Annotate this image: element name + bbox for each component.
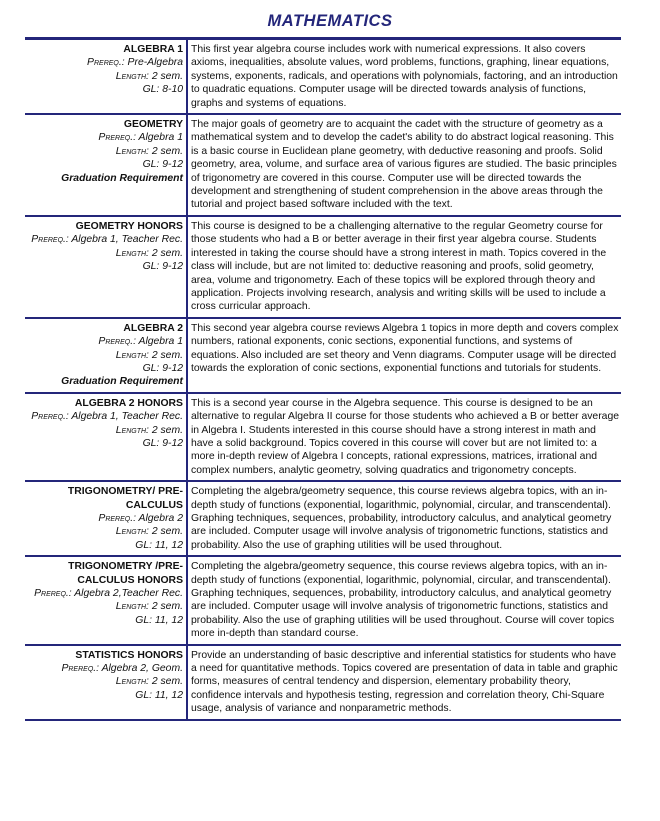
- prereq-label: Prereq.:: [61, 663, 100, 675]
- length-label: Length:: [115, 526, 149, 538]
- course-info: [25, 482, 188, 555]
- prereq-label: Prereq.:: [31, 234, 69, 246]
- graduation-requirement: Graduation Requirement: [61, 376, 183, 388]
- gl-label: GL:: [142, 261, 160, 273]
- course-description: This is a second year course in the Algebra sequence. This course is designed to be an alternative to regular Algebra II course for those students who achieved a B or better average in Algebra I. Students interested in this course should have a strong interest in math and have a solid background. Topics covered in this course will cover but are not limited to: a more in-depth review of Algebra I concepts, rational expressions, matrices, irrational and complex numbers, analytic geometry, solving quadratics and trigonometry concepts.: [191, 397, 619, 476]
- course-name: GEOMETRY: [123, 119, 183, 131]
- course-name: GEOMETRY HONORS: [75, 220, 183, 232]
- course-prereq: [25, 56, 183, 69]
- course-info: [25, 115, 188, 215]
- course-grade-level: [25, 689, 183, 702]
- course-name: ALGEBRA 1: [123, 44, 183, 55]
- course-grade-level: [25, 83, 183, 96]
- gl-label: GL:: [135, 689, 152, 701]
- course-description: This course is designed to be a challenging alternative to the regular Geometry course for those students who had a B or better average in their first year algebra course. Students interested in taking the course should have a strong interest in math. Topics covered in the class will include, but are not limited to: deductive reasoning and proofs, solid geometry, area, volume and trigonometry. Each of these topics will be explored through theory and application. Projects involving research, analysis and writing skills will be used to include a cross curricular approach.: [191, 220, 607, 313]
- gl-value: 11, 12: [154, 614, 183, 626]
- prereq-value: Pre-Algebra: [127, 57, 183, 69]
- course-name: ALGEBRA 2: [123, 322, 183, 334]
- course-grade-level: [25, 158, 183, 171]
- course-name: TRIGONOMETRY/ PRE-CALCULUS: [67, 486, 183, 511]
- course-info: [25, 40, 188, 113]
- course-table: [25, 37, 621, 721]
- course-description: The major goals of geometry are to acquaint the cadet with the structure of geometry as a mathematical system and to develop the cadet's ability to do abstract logical reasoning. This is a basic course in Euclidean plane geometry, with deductive reasoning and proofs. Solid geometry, area, volume, and surface area of various figures are studied. The basic principles of trigonometry are covered in this course. Computer use will be directed towards the development and strengthening of student comprehension in the above areas through the tutorial and project based software included with the text.: [191, 119, 617, 211]
- gl-label: GL:: [135, 614, 152, 626]
- prereq-value: Algebra 1: [138, 336, 183, 348]
- course-info: [25, 557, 188, 643]
- length-value: 2 sem.: [151, 526, 183, 538]
- gl-value: 11, 12: [154, 539, 183, 551]
- course-row: [25, 319, 621, 394]
- course-length: [25, 349, 183, 362]
- prereq-value: Algebra 1: [138, 132, 183, 144]
- course-prereq: [25, 131, 183, 144]
- length-label: Length:: [115, 247, 149, 259]
- course-length: [25, 600, 183, 613]
- gl-label: GL:: [142, 362, 160, 374]
- course-prereq: [25, 335, 183, 348]
- course-length: [25, 145, 183, 158]
- length-value: 2 sem.: [151, 601, 183, 613]
- gl-value: 9-12: [162, 159, 183, 171]
- course-info: [25, 646, 188, 719]
- prereq-value: Algebra 2: [138, 513, 183, 524]
- course-name: TRIGONOMETRY /PRE-CALCULUS HONORS: [68, 561, 183, 586]
- prereq-label: Prereq.:: [98, 513, 136, 524]
- gl-label: GL:: [142, 84, 160, 96]
- prereq-value: Algebra 1, Teacher Rec.: [71, 234, 183, 246]
- course-length: [25, 675, 183, 688]
- course-row: [25, 40, 621, 115]
- page-title: MATHEMATICS: [267, 12, 393, 30]
- gl-value: 8-10: [162, 84, 183, 96]
- course-length: [25, 70, 183, 83]
- length-label: Length:: [115, 145, 149, 157]
- length-label: Length:: [115, 349, 149, 361]
- prereq-label: Prereq.:: [87, 57, 125, 69]
- length-label: Length:: [115, 70, 149, 82]
- length-value: 2 sem.: [151, 424, 183, 436]
- course-row: [25, 646, 621, 721]
- gl-label: GL:: [135, 539, 152, 551]
- course-row: [25, 394, 621, 482]
- length-value: 2 sem.: [151, 145, 183, 157]
- prereq-label: Prereq.:: [34, 588, 72, 600]
- course-prereq: [25, 662, 183, 675]
- course-prereq: [25, 512, 183, 525]
- course-length: [25, 424, 183, 437]
- course-info: [25, 394, 188, 480]
- prereq-label: Prereq.:: [98, 336, 136, 348]
- course-name: STATISTICS HONORS: [75, 649, 183, 661]
- course-grade-level: [25, 260, 183, 273]
- course-prereq: [25, 233, 183, 246]
- course-row: [25, 482, 621, 557]
- course-info: [25, 217, 188, 317]
- course-description: This first year algebra course includes work with numerical expressions. It also covers axioms, inequalities, absolute values, word problems, functions, graphing, linear equations, systems, exponents, radicals, and operations with polynomials, factoring, and an introduction to quadratic equations. Computer usage will be directed towards analysis of functions, graphs and systems of equations.: [191, 44, 618, 109]
- course-row: [25, 217, 621, 319]
- length-label: Length:: [115, 601, 149, 613]
- course-grade-level: [25, 539, 183, 552]
- course-description: Provide an understanding of basic descriptive and inferential statistics for students who have a need for quantitative methods. Topics covered are presentation of data in table and graphic forms, measures of central tendency and dispersion, elementary probability theory, confidence intervals and hypothesis testing, regression and correlation theory, Chi-Square usage, analysis of variance and nonparametric methods.: [191, 649, 618, 715]
- prereq-label: Prereq.:: [31, 411, 69, 423]
- gl-label: GL:: [142, 159, 160, 171]
- length-label: Length:: [115, 424, 149, 436]
- course-grade-level: [25, 437, 183, 450]
- course-length: [25, 525, 183, 538]
- prereq-value: Algebra 1, Teacher Rec.: [71, 411, 183, 423]
- gl-label: GL:: [142, 437, 160, 449]
- course-description: This second year algebra course reviews Algebra 1 topics in more depth and covers complex numbers, rational exponents, conic sections, exponential functions, and systems of equations. Also included are set theory and Venn diagrams. Computer usage will be directed towards the exploration of conic sections, exponential functions and tutorials for students.: [191, 322, 619, 374]
- course-description: Completing the algebra/geometry sequence, this course reviews algebra topics, with an in-depth study of functions (exponential, logarithmic, polynomial, circular, and transcendental). Graphing techniques, sequences, probability, introductory calculus, and analytical geometry are included. Computer usage will involve analysis of trigonometric functions, statistics and probability. Also the use of graphing utilities will be used throughout.: [191, 486, 612, 551]
- gl-value: 9-12: [162, 261, 183, 273]
- gl-value: 11, 12: [154, 689, 183, 701]
- prereq-value: Algebra 2, Geom.: [101, 663, 183, 675]
- gl-value: 9-12: [162, 437, 183, 449]
- course-length: [25, 247, 183, 260]
- course-row: [25, 557, 621, 645]
- course-name: ALGEBRA 2 HONORS: [74, 397, 183, 409]
- length-value: 2 sem.: [151, 247, 183, 259]
- graduation-requirement: Graduation Requirement: [61, 172, 183, 184]
- length-value: 2 sem.: [151, 349, 183, 361]
- prereq-value: Algebra 2,Teacher Rec.: [74, 588, 183, 600]
- length-value: 2 sem.: [151, 70, 183, 82]
- prereq-label: Prereq.:: [98, 132, 136, 144]
- course-grade-level: [25, 362, 183, 375]
- length-value: 2 sem.: [151, 676, 183, 688]
- course-grade-level: [25, 614, 183, 627]
- length-label: Length:: [115, 676, 149, 688]
- course-prereq: [25, 410, 183, 423]
- course-row: [25, 115, 621, 217]
- gl-value: 9-12: [162, 362, 183, 374]
- course-description: Completing the algebra/geometry sequence, this course reviews algebra topics, with an in-depth study of functions (exponential, logarithmic, polynomial, circular, and transcendental). Graphing techniques, sequences, probability, introductory calculus, and analytical geometry are included. Computer usage will involve analysis of trigonometric functions, statistics and probability. Also the use of graphing utilities will be used throughout. Course will cover topics more in-depth than standard course.: [191, 561, 615, 640]
- course-info: [25, 319, 188, 392]
- course-prereq: [25, 587, 183, 600]
